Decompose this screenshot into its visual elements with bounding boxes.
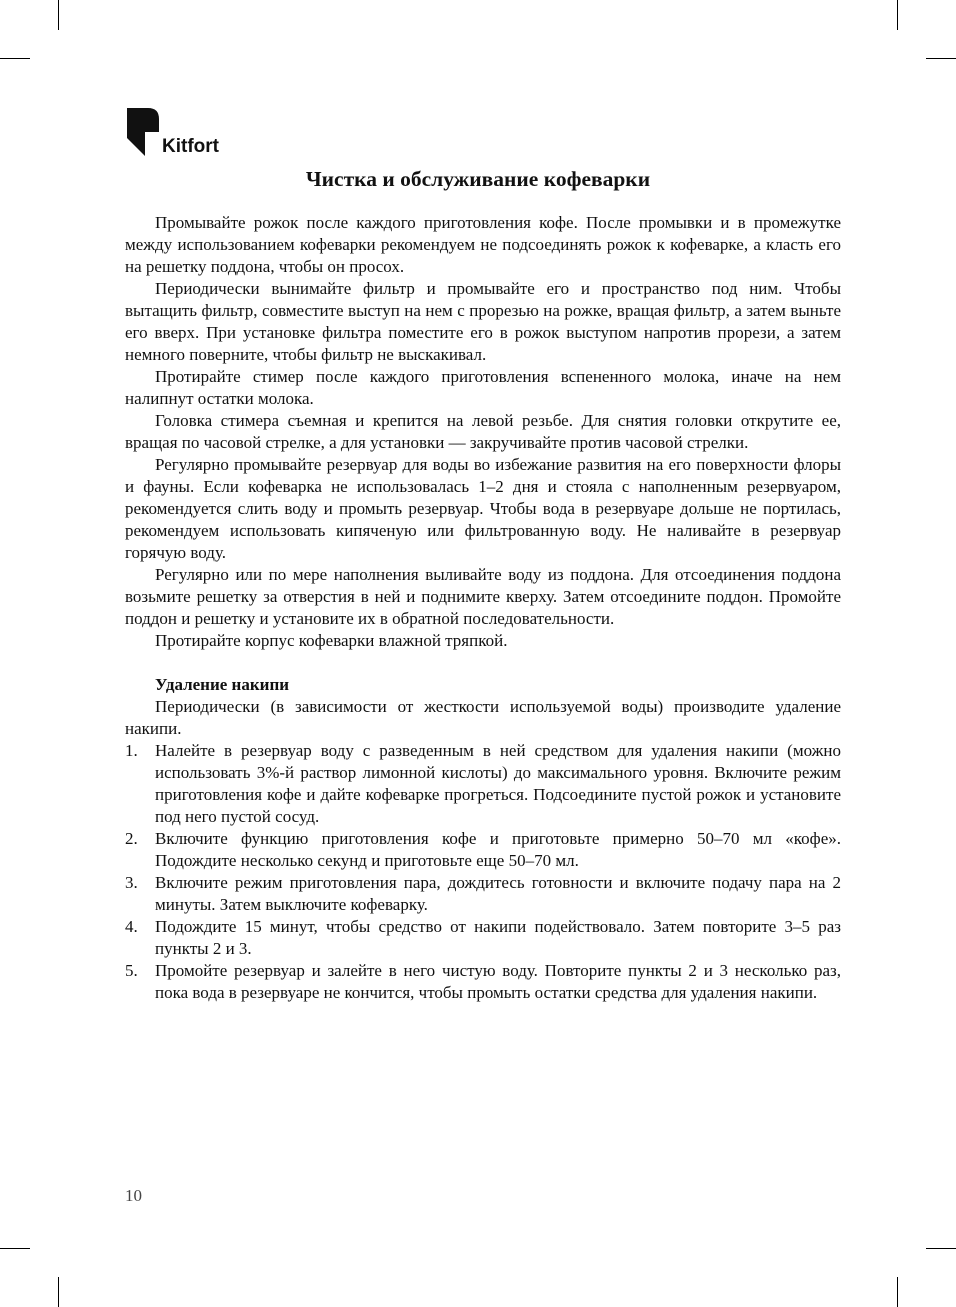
paragraph: Протирайте стимер после каждого приготовления вспененного молока, иначе на нем налипнут остатки молока.	[125, 367, 841, 408]
crop-mark	[0, 58, 30, 59]
brand-logo	[126, 108, 219, 156]
list-item	[125, 740, 841, 828]
list-item	[125, 916, 841, 960]
step-text: Подождите 15 минут, чтобы средство от накипи подействовало. Затем повторите 3–5 раз пункты 2 и 3.	[155, 917, 841, 958]
descaling-steps	[125, 740, 841, 1004]
document-body	[125, 212, 841, 1004]
paragraph: Промывайте рожок после каждого приготовления кофе. После промывки и в промежутке между использованием кофеварки рекомендуем не подсоединять рожок к кофеварке, а класть его на решетку поддона, чтобы он просох.	[125, 213, 841, 276]
paragraph: Периодически вынимайте фильтр и промывайте его и пространство под ним. Чтобы вытащить фильтр, совместите выступ на нем с прорезью на рожке, вращая фильтр, а затем выньте его вверх. При установке фильтра поместите его в рожок выступом напротив прорези, а затем немного поверните, чтобы фильтр не выскакивал.	[125, 279, 841, 364]
step-number: 5.	[125, 961, 138, 980]
crop-mark	[58, 0, 59, 30]
page-number: 10	[125, 1186, 142, 1205]
kitfort-logo-icon	[126, 108, 160, 156]
crop-mark	[926, 1248, 956, 1249]
step-number: 3.	[125, 873, 138, 892]
list-item	[125, 872, 841, 916]
step-number: 2.	[125, 829, 138, 848]
step-text: Включите функцию приготовления кофе и приготовьте примерно 50–70 мл «кофе». Подождите несколько секунд и приготовьте еще 50–70 мл.	[155, 829, 841, 870]
crop-mark	[58, 1277, 59, 1307]
step-number: 4.	[125, 917, 138, 936]
step-text: Включите режим приготовления пара, дождитесь готовности и включите подачу пара на 2 минуты. Затем выключите кофеварку.	[155, 873, 841, 914]
page-title: Чистка и обслуживание кофеварки	[305, 167, 651, 191]
crop-mark	[926, 58, 956, 59]
list-item	[125, 828, 841, 872]
crop-mark	[0, 1248, 30, 1249]
paragraph: Регулярно промывайте резервуар для воды во избежание развития на его поверхности флоры и фауны. Если кофеварка не использовалась 1–2 дня и стояла с наполненным резервуаром, рекомендуется слить воду и промыть резервуар. Чтобы вода в резервуаре дольше не портилась, рекомендуем использовать кипяченую или фильтрованную воду. Не наливайте в резервуар горячую воду.	[125, 455, 841, 562]
paragraph: Протирайте корпус кофеварки влажной тряпкой.	[155, 631, 508, 650]
paragraph: Головка стимера съемная и крепится на левой резьбе. Для снятия головки открутите ее, вращая по часовой стрелке, а для установки — закручивайте против часовой стрелки.	[125, 411, 841, 452]
step-text: Налейте в резервуар воду с разведенным в ней средством для удаления накипи (можно использовать 3%-й раствор лимонной кислоты) до максимального уровня. Включите режим приготовления кофе и дайте кофеварке прогреться. Подсоедините пустой рожок и установите под него пустой сосуд.	[155, 741, 841, 826]
list-item	[125, 960, 841, 1004]
section-intro: Периодически (в зависимости от жесткости используемой воды) производите удаление накипи.	[125, 697, 841, 738]
brand-name: Kitfort	[162, 136, 219, 157]
step-number: 1.	[125, 741, 138, 760]
crop-mark	[897, 0, 898, 30]
paragraph: Регулярно или по мере наполнения выливайте воду из поддона. Для отсоединения поддона возьмите решетку за отверстия в ней и поднимите кверху. Затем отсоедините поддон. Промойте поддон и решетку и установите их в обратной последовательности.	[125, 565, 841, 628]
step-text: Промойте резервуар и залейте в него чистую воду. Повторите пункты 2 и 3 несколько раз, пока вода в резервуаре не кончится, чтобы промыть остатки средства для удаления накипи.	[155, 961, 841, 1002]
section-heading: Удаление накипи	[155, 675, 290, 694]
crop-mark	[897, 1277, 898, 1307]
